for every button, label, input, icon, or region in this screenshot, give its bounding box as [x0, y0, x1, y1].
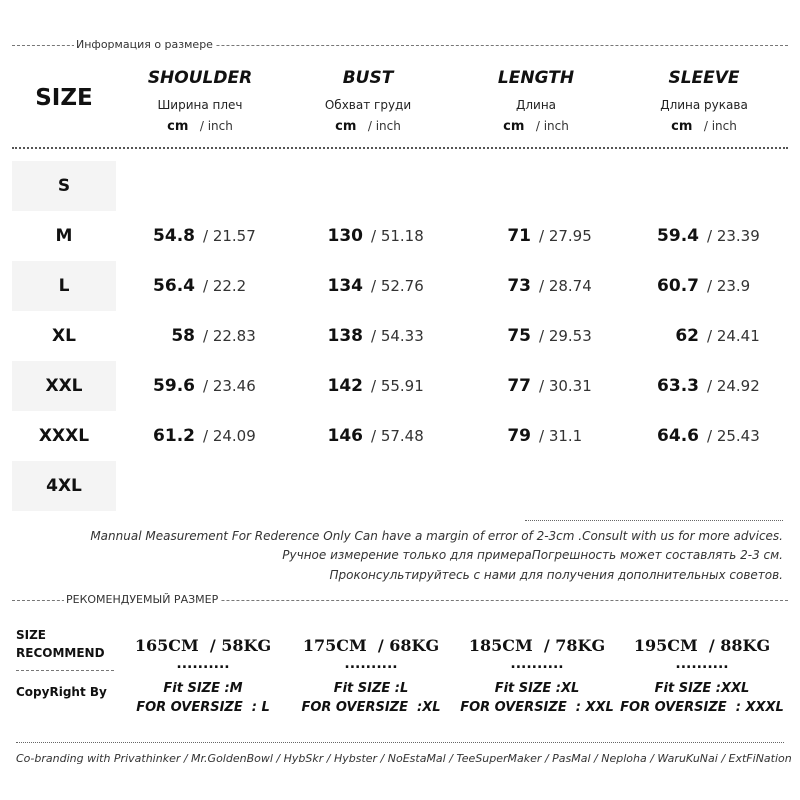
sleeve-cm: 63.3	[657, 376, 699, 396]
height-weight: 195CM / 88KG	[633, 636, 771, 655]
shoulder-inch: / 23.46	[203, 377, 256, 395]
fit-size: Fit SIZE :XXL	[654, 681, 750, 696]
column-title-ru: Ширина плеч	[157, 98, 243, 112]
length-inch: / 29.53	[539, 327, 592, 345]
notes-divider	[525, 520, 783, 521]
table-row-xxxl	[0, 411, 800, 461]
column-title-en: SLEEVE	[668, 68, 740, 88]
header-divider	[12, 147, 788, 149]
bust-inch: / 55.91	[371, 377, 424, 395]
sleeve-inch: / 24.41	[707, 327, 760, 345]
footer-divider	[16, 742, 784, 743]
note-russian-1: Ручное измерение только для примераПогрешность может составлять 2-3 см.	[282, 548, 783, 562]
height-weight: 175CM / 68KG	[302, 636, 440, 655]
recommend-column	[455, 636, 619, 715]
section-title-info: Информация о размере	[76, 38, 213, 51]
fit-size: Fit SIZE :M	[163, 681, 243, 696]
oversize-size: FOR OVERSIZE : XXXL	[620, 700, 784, 715]
size-label: SIZE	[16, 628, 47, 642]
sleeve-inch: / 24.92	[707, 377, 760, 395]
recommend-column	[121, 636, 285, 715]
dots-separator: ..........	[510, 656, 564, 672]
sleeve-inch: / 23.9	[707, 277, 751, 295]
section-header-recommend	[12, 593, 788, 607]
column-title-ru: Длина	[515, 98, 557, 112]
bust-inch: / 51.18	[371, 227, 424, 245]
unit-label	[130, 119, 270, 134]
section-title-recommend: РЕКОМЕНДУЕМЫЙ РАЗМЕР	[66, 593, 219, 606]
column-header-bust	[298, 68, 438, 134]
oversize-size: FOR OVERSIZE : L	[136, 700, 270, 715]
column-title-ru: Обхват груди	[324, 98, 412, 112]
sleeve-inch: / 25.43	[707, 427, 760, 445]
height-weight: 185CM / 78KG	[468, 636, 606, 655]
unit-cm: cm	[167, 119, 189, 134]
unit-inch: / inch	[703, 119, 737, 133]
length-cm: 79	[507, 426, 531, 446]
column-title-en: SHOULDER	[147, 68, 253, 88]
recommend-column	[620, 636, 784, 715]
bust-cm: 134	[327, 276, 363, 296]
size-cell: XL	[52, 326, 76, 346]
shoulder-cm: 58	[171, 326, 195, 346]
bust-cm: 138	[327, 326, 363, 346]
shoulder-cm: 59.6	[153, 376, 195, 396]
length-inch: / 31.1	[539, 427, 583, 445]
size-cell: XXXL	[38, 426, 90, 446]
copyright-label: CopyRight By	[16, 685, 107, 699]
recommend-label: RECOMMEND	[16, 646, 105, 660]
length-cm: 71	[507, 226, 531, 246]
column-title-en: BUST	[342, 68, 394, 88]
fit-size: Fit SIZE :XL	[494, 681, 580, 696]
table-row-xxl	[0, 361, 800, 411]
unit-cm: cm	[503, 119, 525, 134]
length-inch: / 30.31	[539, 377, 592, 395]
size-cell: L	[12, 261, 116, 311]
column-header-sleeve	[634, 68, 774, 134]
bust-inch: / 57.48	[371, 427, 424, 445]
column-header-length	[466, 68, 606, 134]
bust-cm: 130	[327, 226, 363, 246]
length-inch: / 28.74	[539, 277, 592, 295]
table-row-xl	[0, 311, 800, 361]
shoulder-cm: 56.4	[153, 276, 195, 296]
bust-inch: / 52.76	[371, 277, 424, 295]
table-row-m	[0, 211, 800, 261]
unit-label	[466, 119, 606, 134]
size-cell: XXL	[12, 361, 116, 411]
size-cell: 4XL	[12, 461, 116, 511]
column-header-shoulder	[130, 68, 270, 134]
sleeve-cm: 60.7	[657, 276, 699, 296]
size-column-header: SIZE	[35, 85, 93, 111]
unit-inch: / inch	[367, 119, 401, 133]
recommend-column	[289, 636, 453, 715]
sleeve-cm: 59.4	[657, 226, 699, 246]
unit-label	[298, 119, 438, 134]
unit-cm: cm	[671, 119, 693, 134]
oversize-size: FOR OVERSIZE :XL	[301, 700, 441, 715]
size-cell: S	[12, 161, 116, 211]
fit-size: Fit SIZE :L	[333, 681, 409, 696]
oversize-size: FOR OVERSIZE : XXL	[460, 700, 614, 715]
column-title-en: LENGTH	[497, 68, 575, 88]
size-recommend-label	[16, 626, 105, 662]
table-row-4xl	[0, 461, 800, 511]
shoulder-inch: / 22.83	[203, 327, 256, 345]
size-cell: M	[55, 226, 73, 246]
sleeve-cm: 64.6	[657, 426, 699, 446]
shoulder-inch: / 24.09	[203, 427, 256, 445]
note-russian-2: Проконсультируйтесь с нами для получения дополнительных советов.	[329, 568, 783, 582]
bust-cm: 142	[327, 376, 363, 396]
length-inch: / 27.95	[539, 227, 592, 245]
sleeve-inch: / 23.39	[707, 227, 760, 245]
sleeve-cm: 62	[675, 326, 699, 346]
table-row-l	[0, 261, 800, 311]
length-cm: 73	[507, 276, 531, 296]
cobranding-text: Co-branding with Privathinker / Mr.GoldenBowl / HybSkr / Hybster / NoEstaMal / TeeSuperMaker / PasMal / Neploha / WaruKuNai / ExtFiNation	[16, 752, 792, 765]
section-header-info	[12, 38, 788, 52]
bust-inch: / 54.33	[371, 327, 424, 345]
height-weight: 165CM / 58KG	[134, 636, 272, 655]
recommend-label-divider	[16, 670, 114, 671]
length-cm: 77	[507, 376, 531, 396]
note-english: Mannual Measurement For Rederence Only Can have a margin of error of 2-3cm .Consult with us for more advices.	[90, 529, 783, 543]
shoulder-cm: 61.2	[153, 426, 195, 446]
length-cm: 75	[507, 326, 531, 346]
dots-separator: ..........	[675, 656, 729, 672]
unit-inch: / inch	[535, 119, 569, 133]
table-row-s	[0, 161, 800, 211]
shoulder-inch: / 21.57	[203, 227, 256, 245]
dots-separator: ..........	[344, 656, 398, 672]
bust-cm: 146	[327, 426, 363, 446]
unit-cm: cm	[335, 119, 357, 134]
unit-label	[634, 119, 774, 134]
dots-separator: ..........	[176, 656, 230, 672]
shoulder-cm: 54.8	[153, 226, 195, 246]
unit-inch: / inch	[199, 119, 233, 133]
column-title-ru: Длина рукава	[660, 98, 748, 112]
shoulder-inch: / 22.2	[203, 277, 247, 295]
